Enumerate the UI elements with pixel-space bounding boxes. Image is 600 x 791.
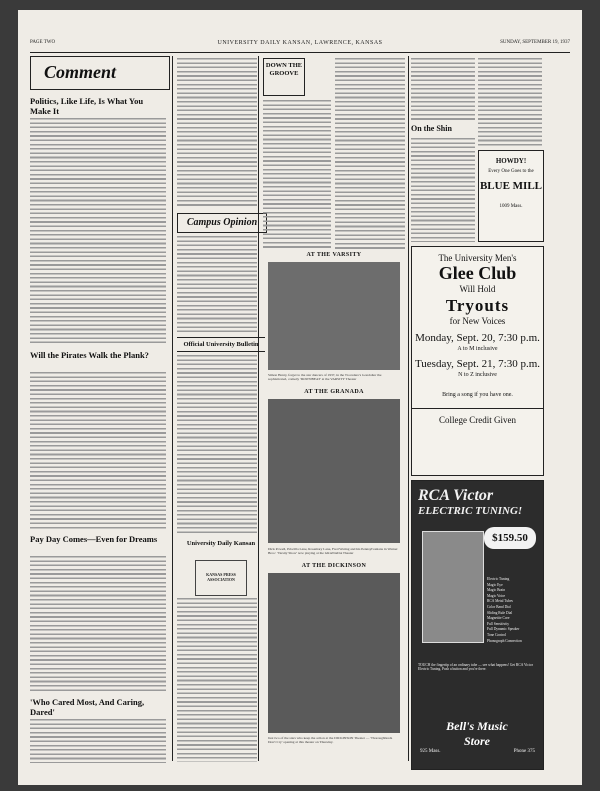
column-text [411,58,475,120]
letters-text [177,236,257,332]
feature-item: Color Band Dial [487,604,511,609]
glee-date-2: Tuesday, Sept. 21, 7:30 p.m. [414,358,541,370]
rca-features [487,577,522,644]
varsity-photo [268,262,400,370]
glee-credit: College Credit Given [412,408,543,425]
glee-date-1: Monday, Sept. 20, 7:30 p.m. [415,332,540,344]
column-rule [408,56,409,761]
glee-name: Glee Club [438,263,517,283]
rca-body-text: TOUCH the fingertip of an ordinary tube — see what happens! Get RCA Victor Electric Tuning. Push a button and you're there. [418,663,533,672]
feature-item: Full Sensitivity [487,621,510,626]
blue-mill-howdy: HOWDY! [495,157,527,165]
glee-line-1: The University Men's [438,253,517,263]
feature-item: Magic Brain [487,588,506,593]
rca-victor-ad [411,480,544,770]
editorial-text [177,58,257,208]
rca-headline: ELECTRIC TUNING! [418,505,523,517]
udk-masthead: University Daily Kansan [186,540,256,547]
bulletin-heading: Official University Bulletin [177,337,265,352]
glee-bring: Bring a song if you have one. [442,392,513,398]
varsity-label: AT THE VARSITY [306,252,362,258]
granada-photo [268,399,400,543]
editorial-text [30,719,166,763]
headline-pay-day: Pay Day Comes—Even for Dreams [30,534,158,544]
glee-club-ad [411,246,544,476]
dickinson-caption: Just two of the stars who keep the action at the DICKINSON Theater — 'Thoroughbreds Don't Cry' opening at this theater on Thursday. [268,736,393,745]
column-text [263,100,331,250]
glee-tryouts: Tryouts [445,296,510,315]
feature-item: RCA Metal Tubes [487,599,513,604]
bells-music-store: Bell's Music Store [446,719,508,748]
varsity-caption: Simon Henry, forget to the star dancers of 1937, in the Trocadero's Gondolier the sophisticated, comedy 'DOWNBEAT' at the VARSITY Theater [268,373,382,382]
column-rule [258,56,259,761]
column-text [411,138,475,242]
editorial-text [30,118,166,346]
granada-label: AT THE GRANADA [304,389,364,395]
issue-date: SUNDAY, SEPTEMBER 19, 1937 [500,40,570,45]
glee-place-2: N to Z inclusive [458,372,497,378]
feature-item: Tone Control [487,632,507,637]
feature-item: Full Dynamic Speaker [487,627,520,632]
glee-place-1: A to M inclusive [457,346,498,352]
feature-item: Magnetite Core [487,616,510,621]
comment-title: Comment [44,62,117,82]
bulletin-text [177,355,257,535]
radio-illustration [422,531,484,643]
blue-mill-address: 1009 Mass. [499,204,523,209]
blue-mill-tagline: Every One Goes to the [488,169,534,174]
rca-brand: RCA Victor [418,487,494,504]
feature-item: Magic Voice [487,593,506,598]
granada-caption: Dick Powell, Priscilla Lane, Rosemary Lane, Fred Waring and his Pennsylvanians in Warner Bros.' 'Varsity Show' now playing at the GRANADA Theater [268,547,398,556]
headline-who-cared: 'Who Cared Most, And Caring, Dared' [30,697,145,717]
masthead-line: UNIVERSITY DAILY KANSAN, LAWRENCE, KANSAS [217,40,383,46]
bells-address: 925 Mass. [420,749,441,754]
editorial-text [30,372,166,530]
headline-politics: Politics, Like Life, Is What You Make It [30,96,144,116]
on-the-shin-heading: On the Shin [411,124,452,133]
feature-item: Sliding Rule Dial [487,610,513,615]
page-number: PAGE TWO [30,40,56,45]
column-text [335,58,405,250]
bells-phone: Phone 375 [513,749,535,754]
blue-mill-ad [478,150,544,242]
column-rule [172,56,173,761]
feature-item: Phonograph Connection [487,638,522,643]
dickinson-photo [268,573,400,733]
editorial-text [30,556,166,692]
page-header [30,38,570,53]
feature-item: Magic Eye [487,582,503,587]
feature-item: Electric Tuning [487,577,510,581]
dickinson-label: AT THE DICKINSON [301,563,367,569]
column-text [478,58,542,146]
campus-opinion-heading: Campus Opinion [177,213,267,233]
rca-price: $159.50 [484,527,536,549]
glee-will-hold: Will Hold [459,284,496,294]
down-the-groove-heading: DOWN THE GROOVE [263,58,305,96]
press-association-seal [195,560,247,596]
headline-pirates: Will the Pirates Walk the Plank? [30,350,149,360]
glee-for: for New Voices [449,316,506,326]
staff-listing [177,598,257,762]
blue-mill-name: BLUE MILL [479,180,543,192]
press-seal-text: KANSAS PRESS ASSOCIATION [206,572,236,582]
